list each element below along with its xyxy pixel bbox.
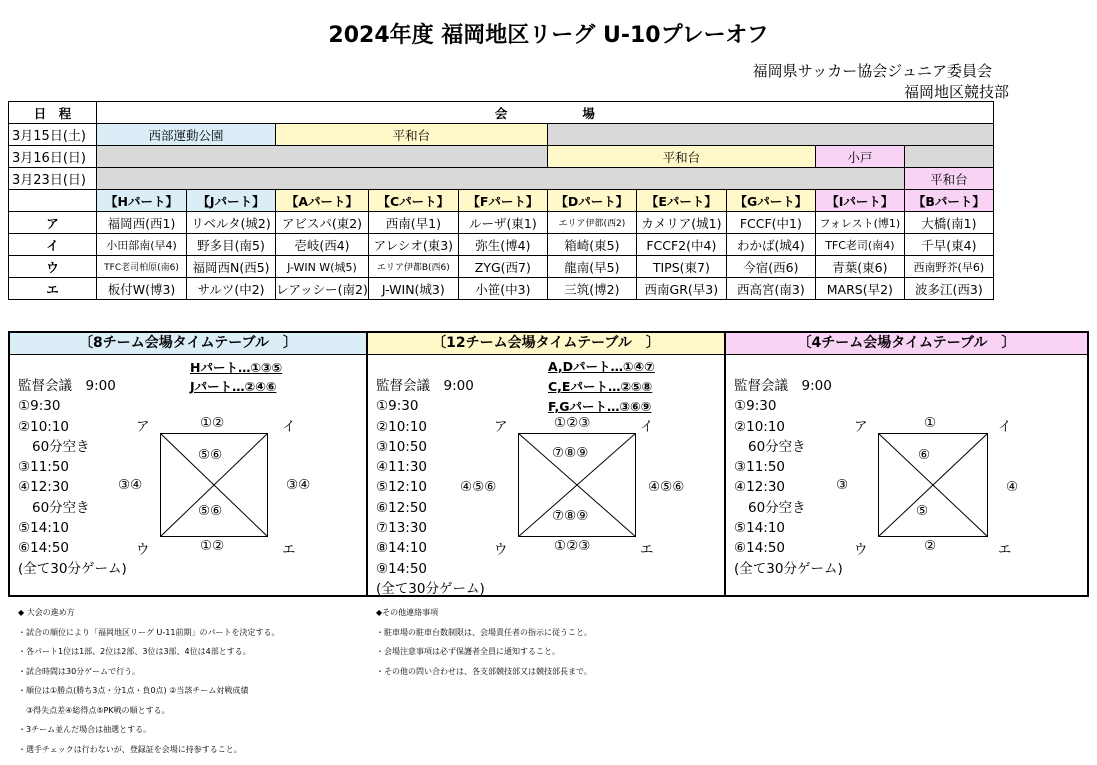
corner-label: エ	[998, 542, 1012, 558]
corner-label: エ	[282, 542, 296, 558]
note-line: ・選手チェックは行わないが、登録証を会場に持参すること。	[18, 744, 242, 754]
team-cell: アビスパ(東2)	[276, 212, 369, 234]
meeting-time: 監督会議 9:00	[734, 378, 832, 394]
venue-header: 会 場	[97, 102, 994, 124]
team-cell: 弥生(博4)	[458, 234, 547, 256]
meeting-time: 監督会議 9:00	[18, 378, 116, 394]
game-length-note: (全て30分ゲーム)	[734, 560, 843, 577]
part-assignment: A,Dパート…①④⑦	[548, 359, 655, 374]
match-time: ④12:30	[18, 479, 70, 496]
match-label-diagonal: ⑦⑧⑨	[552, 508, 589, 524]
note-line: ③得失点差④総得点⑤PK戦の順とする。	[18, 705, 170, 715]
corner-label: イ	[998, 419, 1012, 435]
break-note: 60分空き	[32, 499, 90, 516]
timetable-4-teams	[724, 331, 1089, 597]
notes-heading: ◆ 大会の進め方	[18, 608, 75, 617]
note-line: ・駐車場の駐車台数制限は、会場責任者の指示に従うこと。	[376, 627, 592, 637]
row-label: エ	[9, 278, 97, 300]
empty-cell	[547, 124, 993, 146]
corner-label: ア	[854, 419, 868, 435]
row-label: ウ	[9, 256, 97, 278]
team-cell: サルツ(中2)	[187, 278, 276, 300]
page-title: 2024年度 福岡地区リーグ U-10プレーオフ	[328, 23, 769, 48]
team-cell: 西高宮(南3)	[726, 278, 815, 300]
match-time: ⑥12:50	[376, 499, 428, 516]
team-cell: フォレスト(博1)	[815, 212, 904, 234]
note-line: ・会場注意事項は必ず保護者全員に通知すること。	[376, 647, 560, 656]
match-time: ⑥14:50	[18, 540, 70, 557]
game-length-note: (全て30分ゲーム)	[376, 580, 485, 597]
team-cell: わかば(城4)	[726, 234, 815, 256]
break-note: 60分空き	[748, 499, 806, 516]
corner-label: エ	[640, 542, 654, 558]
team-cell: 西南(早1)	[368, 212, 458, 234]
organizer-dept: 福岡地区競技部	[903, 83, 1009, 101]
team-cell: 壱岐(西4)	[276, 234, 369, 256]
other-notices	[376, 603, 592, 681]
match-time: ④11:30	[376, 459, 428, 476]
match-time: ⑥14:50	[734, 540, 786, 557]
match-time: ⑤14:10	[734, 520, 786, 537]
matchup-diagram	[878, 433, 988, 537]
team-cell: TIPS(東7)	[636, 256, 726, 278]
part-header: 【Cパート】	[368, 190, 458, 212]
match-time: ⑤12:10	[376, 479, 428, 496]
corner-label: ウ	[494, 542, 508, 558]
note-line: ・3チーム並んだ場合は抽選とする。	[18, 725, 152, 734]
match-time: ②10:10	[376, 418, 428, 435]
team-cell: カメリア(城1)	[636, 212, 726, 234]
team-cell: アレシオ(東3)	[368, 234, 458, 256]
part-assignment: Jパート…②④⑥	[190, 379, 277, 394]
match-label-top: ①②③	[554, 415, 591, 431]
corner-label: イ	[640, 419, 654, 435]
panel-title: 〔4チーム会場タイムテーブル 〕	[726, 333, 1087, 355]
team-cell: 西南GR(早3)	[636, 278, 726, 300]
venue-cell: 西部運動公園	[97, 124, 276, 146]
match-label-left: ④⑤⑥	[460, 479, 497, 495]
match-label-diagonal: ⑤⑥	[198, 447, 223, 463]
part-header: 【Jパート】	[187, 190, 276, 212]
corner-label: ウ	[854, 542, 868, 558]
match-label-diagonal: ⑤⑥	[198, 503, 223, 519]
corner-label: ア	[494, 419, 508, 435]
date-cell: 3月23日(日)	[9, 168, 97, 190]
match-times	[18, 376, 127, 579]
team-cell: リベルタ(城2)	[187, 212, 276, 234]
team-cell: 大橋(南1)	[904, 212, 993, 234]
part-header: 【Dパート】	[547, 190, 636, 212]
team-cell: 西南野芥(早6)	[904, 256, 993, 278]
match-label-right: ④	[1006, 479, 1019, 495]
schedule-table	[8, 101, 994, 300]
part-header: 【Gパート】	[726, 190, 815, 212]
match-time: ③10:50	[376, 438, 428, 455]
match-label-left: ③	[836, 477, 849, 493]
team-cell: 波多江(西3)	[904, 278, 993, 300]
team-cell: 板付W(博3)	[97, 278, 187, 300]
meeting-time: 監督会議 9:00	[376, 378, 474, 394]
team-cell: ZYG(西7)	[458, 256, 547, 278]
row-label: ア	[9, 212, 97, 234]
part-header: 【Fパート】	[458, 190, 547, 212]
game-length-note: (全て30分ゲーム)	[18, 560, 127, 577]
match-times	[734, 376, 843, 579]
team-cell: TFC老司(南4)	[815, 234, 904, 256]
match-label-right: ③④	[286, 477, 311, 493]
match-time: ①9:30	[376, 398, 419, 415]
row-label: イ	[9, 234, 97, 256]
part-assignments	[548, 357, 655, 417]
timetable-12-teams	[366, 331, 726, 597]
team-cell: エリア伊都(西2)	[547, 212, 636, 234]
team-cell: 今宿(西6)	[726, 256, 815, 278]
part-header: 【Aパート】	[276, 190, 369, 212]
team-cell: J-WIN W(城5)	[276, 256, 369, 278]
match-time: ⑧14:10	[376, 540, 428, 557]
team-cell: FCCF2(中4)	[636, 234, 726, 256]
match-time: ①9:30	[18, 398, 61, 415]
match-time: ②10:10	[734, 418, 786, 435]
empty-cell	[904, 146, 993, 168]
team-cell: ルーザ(東1)	[458, 212, 547, 234]
note-line: ・その他の問い合わせは、各支部競技部又は競技部長まで。	[376, 666, 592, 676]
break-note: 60分空き	[748, 438, 806, 455]
match-time: ④12:30	[734, 479, 786, 496]
team-cell: J-WIN(城3)	[368, 278, 458, 300]
venue-cell: 平和台	[547, 146, 815, 168]
organizer: 福岡県サッカー協会ジュニア委員会	[752, 62, 992, 80]
match-label-bottom: ①②③	[554, 538, 591, 554]
note-line: ・試合時間は30分ゲームで行う。	[18, 666, 141, 676]
team-cell: 福岡西(西1)	[97, 212, 187, 234]
team-cell: 福岡西N(西5)	[187, 256, 276, 278]
venue-cell: 小戸	[815, 146, 904, 168]
match-label-top: ①	[924, 415, 937, 431]
team-cell: 小笹(中3)	[458, 278, 547, 300]
match-time: ⑨14:50	[376, 560, 428, 577]
team-cell: レアッシー(南2)	[276, 278, 369, 300]
tournament-rules	[18, 603, 279, 759]
part-assignment: C,Eパート…②⑤⑧	[548, 379, 653, 394]
panel-title: 〔12チーム会場タイムテーブル 〕	[368, 333, 724, 355]
team-cell: TFC老司柏原(南6)	[97, 256, 187, 278]
break-note: 60分空き	[32, 438, 90, 455]
date-cell: 3月15日(土)	[9, 124, 97, 146]
match-label-left: ③④	[118, 477, 143, 493]
match-time: ⑤14:10	[18, 520, 70, 537]
match-time: ⑦13:30	[376, 520, 428, 537]
team-cell: 龍南(早5)	[547, 256, 636, 278]
match-time: ③11:50	[18, 459, 70, 476]
match-time: ②10:10	[18, 418, 70, 435]
team-cell: 野多目(南5)	[187, 234, 276, 256]
match-label-bottom: ②	[924, 538, 937, 554]
part-header: 【Hパート】	[97, 190, 187, 212]
corner-label: ア	[136, 419, 150, 435]
match-label-diagonal: ⑤	[916, 503, 929, 519]
team-cell: 三筑(博2)	[547, 278, 636, 300]
part-header: 【Eパート】	[636, 190, 726, 212]
timetable-8-teams	[8, 331, 368, 597]
team-cell: エリア伊都B(西6)	[368, 256, 458, 278]
part-header: 【Bパート】	[904, 190, 993, 212]
part-assignment: Hパート…①③⑤	[190, 360, 283, 375]
part-header: 【Iパート】	[815, 190, 904, 212]
team-cell: 青葉(東6)	[815, 256, 904, 278]
date-cell: 3月16日(日)	[9, 146, 97, 168]
empty-cell	[97, 146, 548, 168]
corner-label: イ	[282, 419, 296, 435]
part-assignment: F,Gパート…③⑥⑨	[548, 399, 652, 414]
match-time: ③11:50	[734, 459, 786, 476]
note-line: ・各パート1位は1部、2位は2部、3位は3部、4位は4部とする。	[18, 647, 251, 656]
team-cell: 小田部南(早4)	[97, 234, 187, 256]
panel-title: 〔8チーム会場タイムテーブル 〕	[10, 333, 366, 355]
team-cell: 千早(東4)	[904, 234, 993, 256]
match-label-diagonal: ⑥	[918, 447, 931, 463]
empty-cell	[97, 168, 905, 190]
empty-cell	[9, 190, 97, 212]
corner-label: ウ	[136, 542, 150, 558]
match-label-right: ④⑤⑥	[648, 479, 685, 495]
venue-cell: 平和台	[904, 168, 993, 190]
match-time: ①9:30	[734, 398, 777, 415]
note-line: ・順位は①勝点(勝ち3点・分1点・負0点) ②当該チーム対戦成績	[18, 686, 249, 695]
match-label-bottom: ①②	[200, 538, 225, 554]
match-label-diagonal: ⑦⑧⑨	[552, 445, 589, 461]
team-cell: FCCF(中1)	[726, 212, 815, 234]
notes-heading: ◆その他連絡事項	[376, 608, 439, 617]
note-line: ・試合の順位により「福岡地区リーグ U-11前期」のパートを決定する。	[18, 627, 280, 637]
venue-cell: 平和台	[276, 124, 548, 146]
team-cell: MARS(早2)	[815, 278, 904, 300]
team-cell: 箱崎(東5)	[547, 234, 636, 256]
part-assignments	[190, 358, 282, 396]
date-header: 日 程	[9, 102, 97, 124]
match-label-top: ①②	[200, 415, 225, 431]
